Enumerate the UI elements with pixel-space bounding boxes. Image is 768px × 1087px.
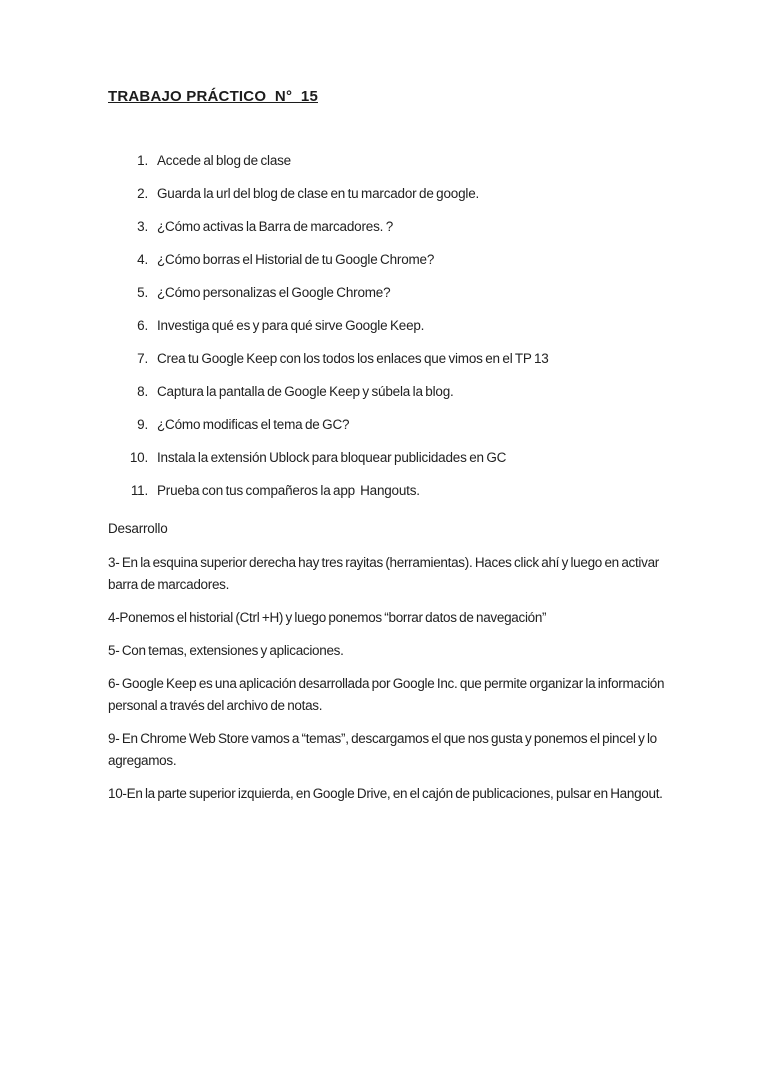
- task-number: 11.: [130, 483, 148, 498]
- task-item: [108, 217, 668, 237]
- task-number: 1.: [137, 153, 148, 168]
- task-text: Captura la pantalla de Google Keep y súbela la blog.: [157, 384, 454, 399]
- task-item: [108, 481, 668, 501]
- task-item: [108, 151, 668, 171]
- task-item: [108, 283, 668, 303]
- task-number: 2.: [137, 186, 148, 201]
- task-text: ¿Cómo modificas el tema de GC?: [157, 417, 350, 432]
- task-number: 9.: [137, 417, 148, 432]
- task-number: 7.: [137, 351, 148, 366]
- task-item: [108, 448, 668, 468]
- development-paragraph-9: 9- En Chrome Web Store vamos a “temas”, descargamos el que nos gusta y ponemos el pincel y lo agregamos.: [108, 731, 660, 768]
- task-list: [108, 151, 668, 501]
- task-number: 5.: [137, 285, 148, 300]
- development-paragraph-5: 5- Con temas, extensiones y aplicaciones.: [108, 643, 344, 658]
- development-heading: Desarrollo: [108, 521, 168, 536]
- task-item: [108, 382, 668, 402]
- task-number: 8.: [137, 384, 148, 399]
- task-number: 4.: [137, 252, 148, 267]
- task-text: Accede al blog de clase: [157, 153, 291, 168]
- document-title: TRABAJO PRÁCTICO N° 15: [108, 88, 318, 105]
- task-text: Investiga qué es y para qué sirve Google Keep.: [157, 318, 425, 333]
- development-paragraph-10: 10-En la parte superior izquierda, en Google Drive, en el cajón de publicaciones, pulsar en Hangout.: [108, 786, 663, 801]
- task-text: ¿Cómo personalizas el Google Chrome?: [157, 285, 391, 300]
- task-item: [108, 349, 668, 369]
- task-text: Instala la extensión Ublock para bloquear publicidades en GC: [157, 450, 507, 465]
- development-paragraph-6: 6- Google Keep es una aplicación desarrollada por Google Inc. que permite organizar la información personal a través del archivo de notas.: [108, 676, 667, 713]
- task-text: Crea tu Google Keep con los todos los enlaces que vimos en el TP 13: [157, 351, 549, 366]
- task-text: Prueba con tus compañeros la app Hangouts.: [157, 483, 420, 498]
- task-number: 3.: [137, 219, 148, 234]
- document-page: [108, 88, 668, 816]
- task-item: [108, 316, 668, 336]
- development-paragraph-4: 4-Ponemos el historial (Ctrl +H) y luego ponemos “borrar datos de navegación”: [108, 610, 547, 625]
- task-text: Guarda la url del blog de clase en tu marcador de google.: [157, 186, 480, 201]
- task-number: 10.: [129, 450, 148, 465]
- task-item: [108, 184, 668, 204]
- task-number: 6.: [137, 318, 148, 333]
- task-item: [108, 250, 668, 270]
- development-paragraph-3: 3- En la esquina superior derecha hay tres rayitas (herramientas). Haces click ahí y luego en activar barra de marcadores.: [108, 555, 662, 592]
- task-text: ¿Cómo borras el Historial de tu Google Chrome?: [157, 252, 435, 267]
- task-text: ¿Cómo activas la Barra de marcadores. ?: [157, 219, 394, 234]
- task-item: [108, 415, 668, 435]
